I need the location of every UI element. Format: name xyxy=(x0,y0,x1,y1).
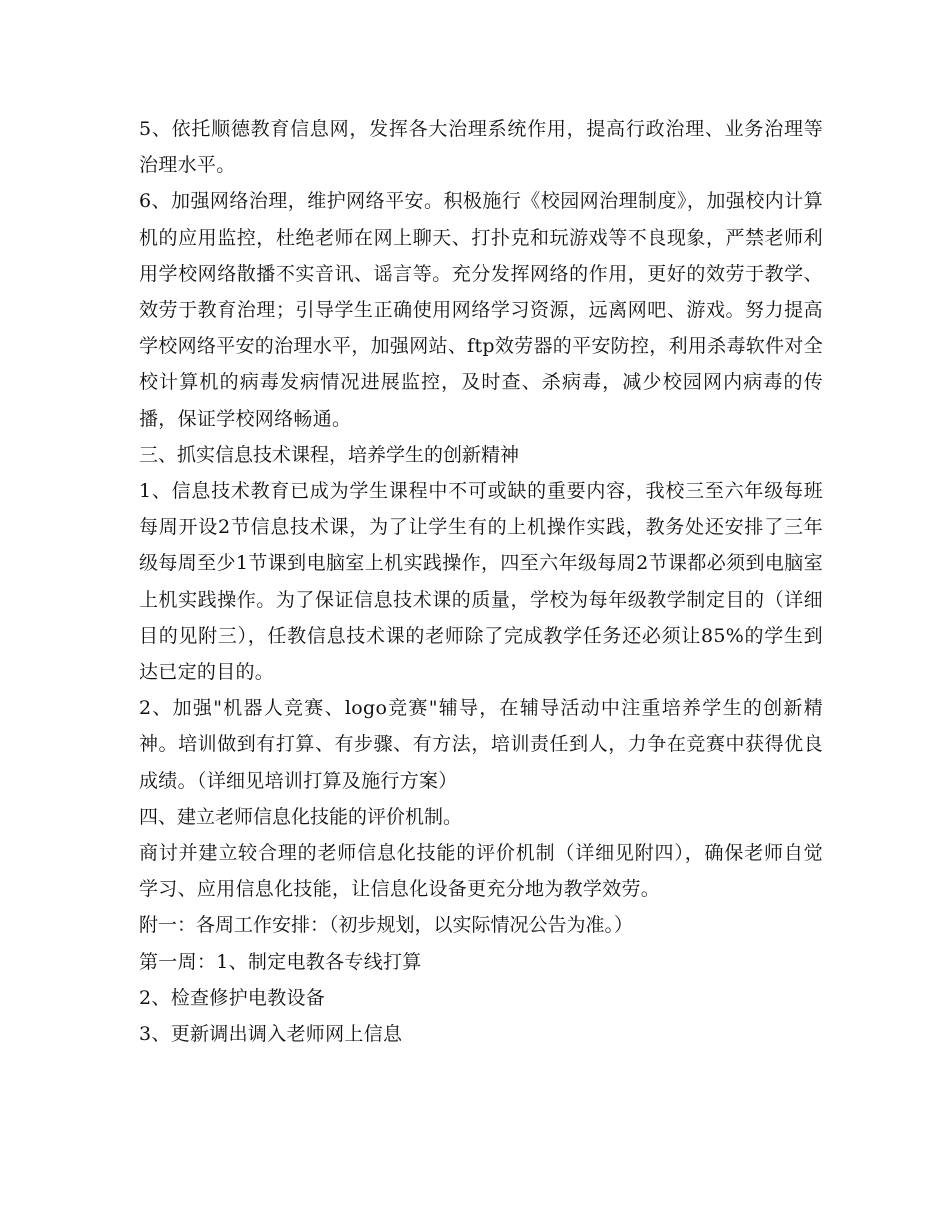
section-4-heading: 四、建立老师信息化技能的评价机制。 xyxy=(139,805,463,828)
section-3-heading: 三、抓实信息技术课程，培养学生的创新精神 xyxy=(139,443,520,466)
week-1-item-3: 3、更新调出调入老师网上信息 xyxy=(139,1023,403,1046)
week-1-item-1: 第一周：1、制定电教各专线打算 xyxy=(139,950,422,973)
item-2-robot-competition: 2、加强"机器人竞赛、logo竞赛"辅导，在辅导活动中注重培养学生的创新精神。培训做到有打算、有步骤、有方法，培训责任到人，力争在竞赛中获得优良成绩。（详细见培训打算及施行方案） xyxy=(139,697,823,792)
document-body xyxy=(139,111,823,1052)
item-1-it-course: 1、信息技术教育已成为学生课程中不可或缺的重要内容，我校三至六年级每班每周开设2节信息技术课，为了让学生有的上机操作实践，教务处还安排了三年级每周至少1节课到电脑室上机实践操作，四至六年级每周2节课都必须到电脑室上机实践操作。为了保证信息技术课的质量，学校为每年级教学制定目的（详细目的见附三），任教信息技术课的老师除了完成教学任务还必须让85%的学生到达已定的目的。 xyxy=(139,480,823,684)
evaluation-mechanism: 商讨并建立较合理的老师信息化技能的评价机制（详细见附四），确保老师自觉学习、应用信息化技能，让信息化设备更充分地为教学效劳。 xyxy=(139,842,823,901)
item-5-education-network: 5、依托顺德教育信息网，发挥各大治理系统作用，提高行政治理、业务治理等治理水平。 xyxy=(139,118,823,177)
week-1-item-2: 2、检查修护电教设备 xyxy=(139,986,326,1009)
item-6-network-security: 6、加强网络治理，维护网络平安。积极施行《校园网治理制度》，加强校内计算机的应用监控，杜绝老师在网上聊天、打扑克和玩游戏等不良现象，严禁老师利用学校网络散播不实音讯、谣言等。充分发挥网络的作用，更好的效劳于教学、效劳于教育治理；引导学生正确使用网络学习资源，远离网吧、游戏。努力提高学校网络平安的治理水平，加强网站、ftp效劳器的平安防控，利用杀毒软件对全校计算机的病毒发病情况进展监控，及时查、杀病毒，减少校园网内病毒的传播，保证学校网络畅通。 xyxy=(139,190,823,430)
appendix-1-heading: 附一：各周工作安排：（初步规划，以实际情况公告为准。） xyxy=(139,914,634,937)
